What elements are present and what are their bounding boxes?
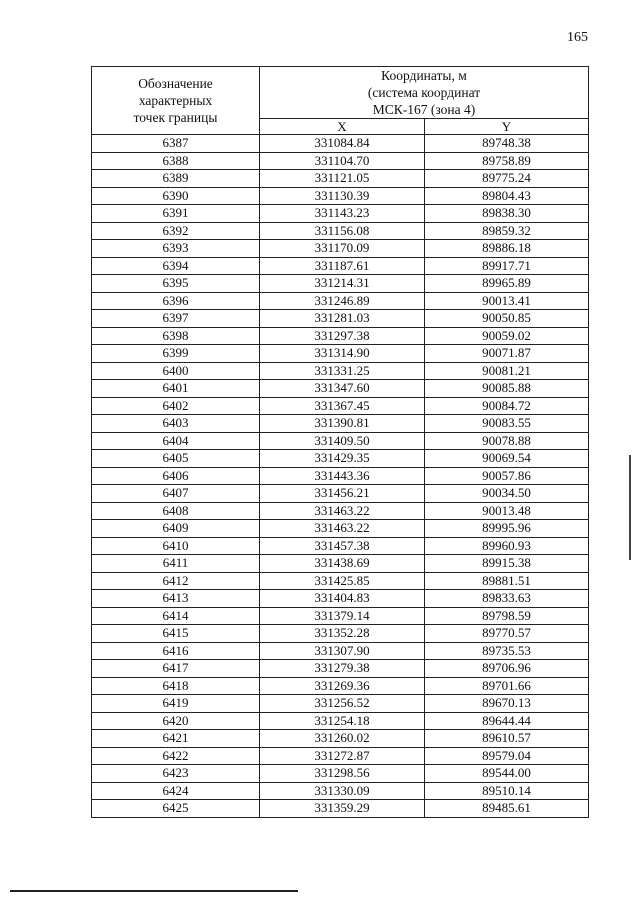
cell-y: 90069.54 bbox=[425, 450, 589, 468]
cell-y: 89915.38 bbox=[425, 555, 589, 573]
cell-x: 331297.38 bbox=[260, 327, 425, 345]
cell-x: 331269.36 bbox=[260, 677, 425, 695]
table-row bbox=[92, 135, 589, 153]
cell-y: 90013.41 bbox=[425, 292, 589, 310]
table-row bbox=[92, 187, 589, 205]
cell-y: 89544.00 bbox=[425, 765, 589, 783]
cell-x: 331443.36 bbox=[260, 467, 425, 485]
cell-y: 89886.18 bbox=[425, 240, 589, 258]
cell-point: 6420 bbox=[92, 712, 260, 730]
cell-x: 331314.90 bbox=[260, 345, 425, 363]
cell-x: 331281.03 bbox=[260, 310, 425, 328]
cell-y: 90050.85 bbox=[425, 310, 589, 328]
cell-y: 90081.21 bbox=[425, 362, 589, 380]
cell-y: 89670.13 bbox=[425, 695, 589, 713]
table-row bbox=[92, 310, 589, 328]
cell-y: 90078.88 bbox=[425, 432, 589, 450]
cell-y: 89965.89 bbox=[425, 275, 589, 293]
header-coords-line-2: (система координат bbox=[367, 85, 481, 100]
cell-y: 89804.43 bbox=[425, 187, 589, 205]
cell-x: 331187.61 bbox=[260, 257, 425, 275]
cell-y: 89881.51 bbox=[425, 572, 589, 590]
cell-y: 89610.57 bbox=[425, 730, 589, 748]
cell-y: 89995.96 bbox=[425, 520, 589, 538]
cell-point: 6399 bbox=[92, 345, 260, 363]
header-y: Y bbox=[425, 119, 589, 135]
cell-y: 89838.30 bbox=[425, 205, 589, 223]
cell-y: 89706.96 bbox=[425, 660, 589, 678]
cell-y: 90013.48 bbox=[425, 502, 589, 520]
table-row bbox=[92, 607, 589, 625]
cell-x: 331307.90 bbox=[260, 642, 425, 660]
cell-point: 6398 bbox=[92, 327, 260, 345]
cell-point: 6422 bbox=[92, 747, 260, 765]
cell-point: 6419 bbox=[92, 695, 260, 713]
cell-x: 331463.22 bbox=[260, 502, 425, 520]
cell-point: 6389 bbox=[92, 170, 260, 188]
table-row bbox=[92, 327, 589, 345]
cell-y: 89485.61 bbox=[425, 800, 589, 818]
cell-point: 6397 bbox=[92, 310, 260, 328]
cell-y: 90083.55 bbox=[425, 415, 589, 433]
cell-point: 6396 bbox=[92, 292, 260, 310]
cell-point: 6414 bbox=[92, 607, 260, 625]
cell-point: 6424 bbox=[92, 782, 260, 800]
cell-point: 6394 bbox=[92, 257, 260, 275]
bottom-rule bbox=[10, 890, 298, 892]
cell-x: 331457.38 bbox=[260, 537, 425, 555]
cell-x: 331260.02 bbox=[260, 730, 425, 748]
table-row bbox=[92, 712, 589, 730]
cell-point: 6407 bbox=[92, 485, 260, 503]
cell-x: 331084.84 bbox=[260, 135, 425, 153]
cell-y: 89510.14 bbox=[425, 782, 589, 800]
cell-point: 6405 bbox=[92, 450, 260, 468]
table-row bbox=[92, 257, 589, 275]
header-coords-line-3: МСК-167 (зона 4) bbox=[372, 102, 476, 117]
cell-point: 6395 bbox=[92, 275, 260, 293]
table-row bbox=[92, 362, 589, 380]
cell-point: 6404 bbox=[92, 432, 260, 450]
cell-y: 89859.32 bbox=[425, 222, 589, 240]
table-row bbox=[92, 170, 589, 188]
cell-point: 6390 bbox=[92, 187, 260, 205]
table-row bbox=[92, 747, 589, 765]
cell-y: 89748.38 bbox=[425, 135, 589, 153]
table-row bbox=[92, 572, 589, 590]
cell-point: 6403 bbox=[92, 415, 260, 433]
cell-y: 90059.02 bbox=[425, 327, 589, 345]
cell-point: 6411 bbox=[92, 555, 260, 573]
cell-x: 331352.28 bbox=[260, 625, 425, 643]
cell-x: 331367.45 bbox=[260, 397, 425, 415]
table-row bbox=[92, 152, 589, 170]
cell-y: 89579.04 bbox=[425, 747, 589, 765]
cell-y: 90034.50 bbox=[425, 485, 589, 503]
header-x: X bbox=[260, 119, 425, 135]
cell-x: 331404.83 bbox=[260, 590, 425, 608]
table-row bbox=[92, 660, 589, 678]
table-row bbox=[92, 380, 589, 398]
cell-point: 6400 bbox=[92, 362, 260, 380]
cell-y: 90084.72 bbox=[425, 397, 589, 415]
header-point-line-1: Обозначение bbox=[138, 76, 213, 91]
cell-x: 331298.56 bbox=[260, 765, 425, 783]
cell-x: 331279.38 bbox=[260, 660, 425, 678]
cell-x: 331379.14 bbox=[260, 607, 425, 625]
cell-point: 6410 bbox=[92, 537, 260, 555]
cell-y: 89798.59 bbox=[425, 607, 589, 625]
cell-point: 6393 bbox=[92, 240, 260, 258]
table-row bbox=[92, 432, 589, 450]
table-row bbox=[92, 467, 589, 485]
cell-point: 6417 bbox=[92, 660, 260, 678]
page-number: 165 bbox=[567, 30, 588, 45]
table-row bbox=[92, 292, 589, 310]
cell-point: 6415 bbox=[92, 625, 260, 643]
cell-y: 89735.53 bbox=[425, 642, 589, 660]
header-point-line-3: точек границы bbox=[133, 110, 218, 125]
header-coords-line-1: Координаты, м bbox=[381, 68, 467, 83]
cell-point: 6418 bbox=[92, 677, 260, 695]
cell-x: 331256.52 bbox=[260, 695, 425, 713]
cell-point: 6387 bbox=[92, 135, 260, 153]
table-row bbox=[92, 590, 589, 608]
table-row bbox=[92, 520, 589, 538]
table-row bbox=[92, 730, 589, 748]
table-row bbox=[92, 345, 589, 363]
table-row bbox=[92, 555, 589, 573]
cell-x: 331130.39 bbox=[260, 187, 425, 205]
table-row bbox=[92, 625, 589, 643]
cell-x: 331272.87 bbox=[260, 747, 425, 765]
table-row bbox=[92, 800, 589, 818]
cell-x: 331425.85 bbox=[260, 572, 425, 590]
cell-y: 89644.44 bbox=[425, 712, 589, 730]
cell-y: 90057.86 bbox=[425, 467, 589, 485]
cell-x: 331390.81 bbox=[260, 415, 425, 433]
cell-point: 6413 bbox=[92, 590, 260, 608]
table-row bbox=[92, 275, 589, 293]
table-row bbox=[92, 222, 589, 240]
cell-y: 89758.89 bbox=[425, 152, 589, 170]
cell-point: 6391 bbox=[92, 205, 260, 223]
cell-y: 89701.66 bbox=[425, 677, 589, 695]
table-row bbox=[92, 502, 589, 520]
cell-point: 6425 bbox=[92, 800, 260, 818]
cell-y: 90071.87 bbox=[425, 345, 589, 363]
cell-point: 6416 bbox=[92, 642, 260, 660]
cell-point: 6412 bbox=[92, 572, 260, 590]
cell-y: 89770.57 bbox=[425, 625, 589, 643]
cell-point: 6402 bbox=[92, 397, 260, 415]
cell-x: 331254.18 bbox=[260, 712, 425, 730]
table-row bbox=[92, 205, 589, 223]
cell-x: 331156.08 bbox=[260, 222, 425, 240]
table-row bbox=[92, 397, 589, 415]
cell-x: 331463.22 bbox=[260, 520, 425, 538]
table-row bbox=[92, 415, 589, 433]
cell-y: 89917.71 bbox=[425, 257, 589, 275]
cell-x: 331143.23 bbox=[260, 205, 425, 223]
table-row bbox=[92, 485, 589, 503]
cell-point: 6408 bbox=[92, 502, 260, 520]
cell-x: 331214.31 bbox=[260, 275, 425, 293]
table-row bbox=[92, 450, 589, 468]
cell-point: 6388 bbox=[92, 152, 260, 170]
cell-x: 331246.89 bbox=[260, 292, 425, 310]
header-coordinates bbox=[260, 67, 589, 119]
cell-x: 331347.60 bbox=[260, 380, 425, 398]
margin-mark bbox=[629, 455, 631, 560]
cell-y: 89833.63 bbox=[425, 590, 589, 608]
header-point-designation bbox=[92, 67, 260, 135]
cell-x: 331438.69 bbox=[260, 555, 425, 573]
cell-x: 331170.09 bbox=[260, 240, 425, 258]
table-row bbox=[92, 695, 589, 713]
cell-x: 331121.05 bbox=[260, 170, 425, 188]
table-row bbox=[92, 537, 589, 555]
cell-x: 331456.21 bbox=[260, 485, 425, 503]
cell-y: 89960.93 bbox=[425, 537, 589, 555]
cell-x: 331331.25 bbox=[260, 362, 425, 380]
coordinates-table bbox=[91, 66, 589, 818]
cell-point: 6406 bbox=[92, 467, 260, 485]
table-row bbox=[92, 240, 589, 258]
cell-point: 6423 bbox=[92, 765, 260, 783]
cell-x: 331359.29 bbox=[260, 800, 425, 818]
table-row bbox=[92, 765, 589, 783]
cell-point: 6392 bbox=[92, 222, 260, 240]
table-row bbox=[92, 642, 589, 660]
table-row bbox=[92, 782, 589, 800]
cell-y: 89775.24 bbox=[425, 170, 589, 188]
cell-x: 331409.50 bbox=[260, 432, 425, 450]
cell-x: 331429.35 bbox=[260, 450, 425, 468]
table-row bbox=[92, 677, 589, 695]
header-point-line-2: характерных bbox=[138, 93, 213, 108]
cell-x: 331104.70 bbox=[260, 152, 425, 170]
cell-x: 331330.09 bbox=[260, 782, 425, 800]
cell-y: 90085.88 bbox=[425, 380, 589, 398]
cell-point: 6421 bbox=[92, 730, 260, 748]
cell-point: 6401 bbox=[92, 380, 260, 398]
cell-point: 6409 bbox=[92, 520, 260, 538]
